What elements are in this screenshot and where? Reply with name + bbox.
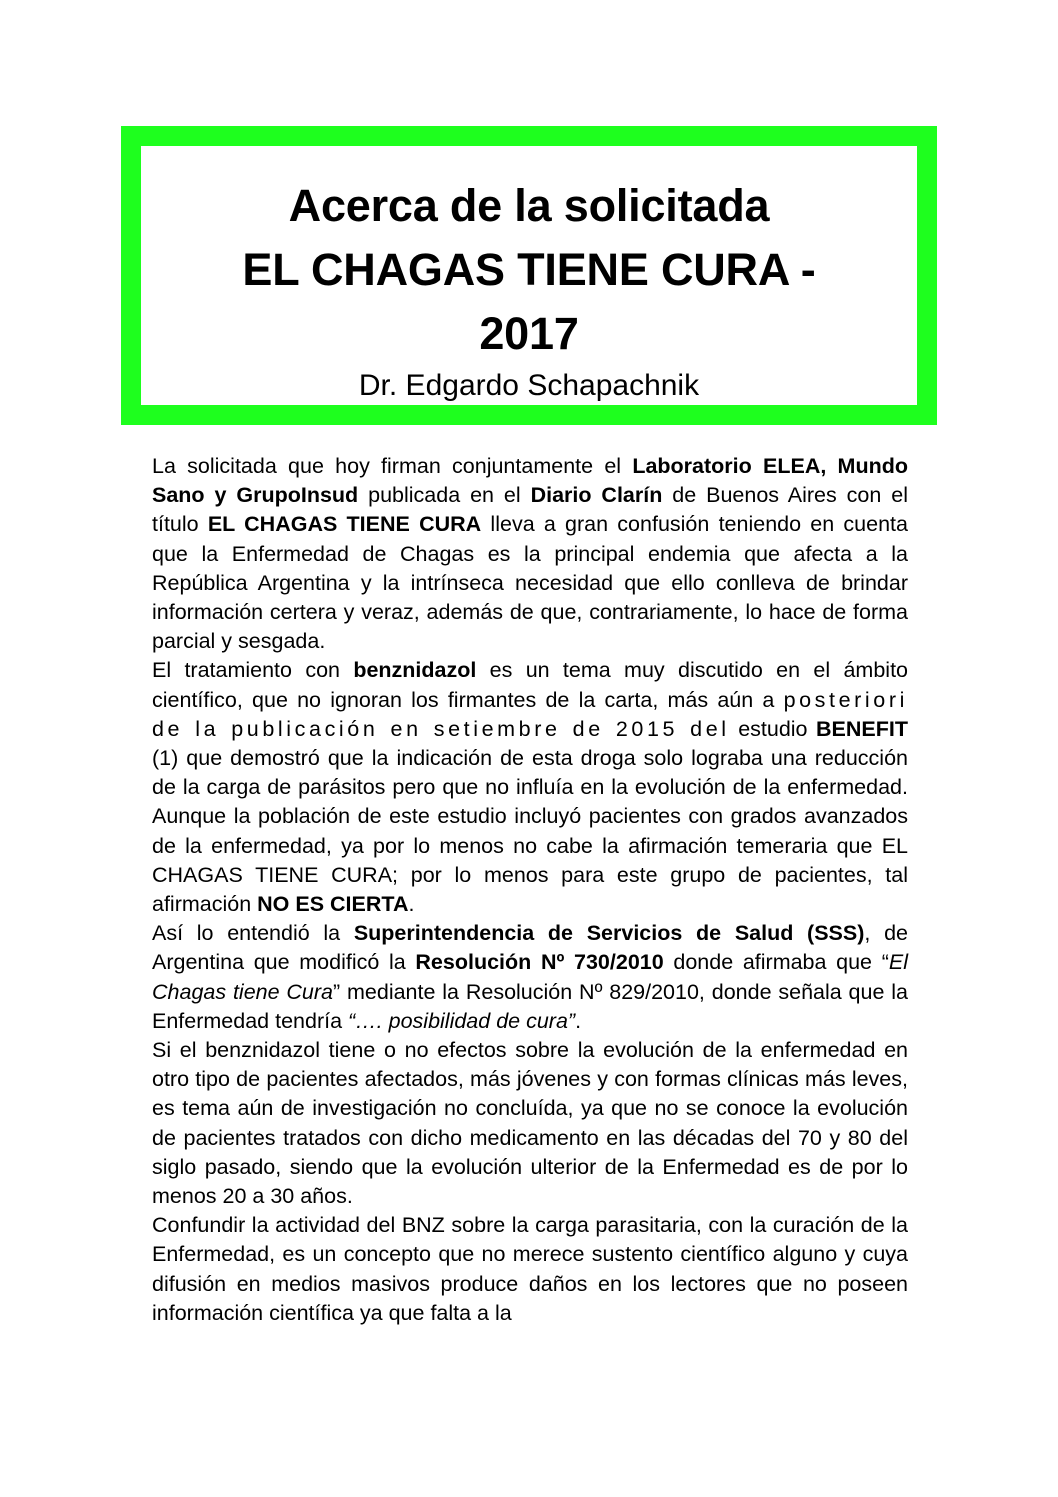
body-text-run: donde afirmaba que “	[663, 950, 889, 975]
body-text-run: El tratamiento con	[152, 658, 354, 683]
body-text-run: es un tema muy discutido en el ámbito científico, que no ignoran los firmantes de la carta, más aún a	[152, 658, 908, 712]
body-text-run: Si el benznidazol tiene o no efectos sobre la evolución de la enfermedad en otro tipo de pacientes afectados, más jóvenes y con formas clínicas más leves, es tema aún de investigación no concluída, ya que no se conoce la evolución de pacientes tratados con dicho medicamento en las décadas del 70 y 80 del siglo pasado, siendo que la evolución ulterior de la Enfermedad es de por lo menos 20 a 30 años.	[152, 1038, 908, 1209]
bold-text: NO ES CIERTA	[257, 892, 409, 917]
body-text-run: Confundir la actividad del BNZ sobre la carga parasitaria, con la curación de la Enfermedad, es un concepto que no merece sustento científico alguno y cuya difusión en medios masivos produce daños en los lectores que no poseen información científica ya que falta a la	[152, 1213, 908, 1325]
body-text-run: publicada en el	[358, 483, 531, 508]
body-text-run: lleva a gran confusión teniendo en cuenta que la Enfermedad de Chagas es la principal endemia que afecta a la República Argentina y la intrínseca necesidad que ello conlleva de brindar información certera y veraz, además de que, contrariamente, lo hace de forma parcial y sesgada.	[152, 512, 908, 654]
bold-text: Laboratorio ELEA, Mundo Sano y GrupoInsud	[152, 454, 909, 508]
paragraph-5	[152, 1211, 908, 1328]
bold-text: Resolución Nº 730/2010	[415, 950, 664, 975]
bold-text: Superintendencia de Servicios de Salud (SSS)	[353, 921, 865, 946]
body-text-run: .	[408, 892, 415, 917]
italic-text: El Chagas tiene Cura	[152, 950, 908, 1004]
body-text-run: La solicitada que hoy firman conjuntamente el	[152, 454, 633, 478]
paragraph-2	[152, 656, 908, 919]
body-text-run: ” mediante la Resolución Nº 829/2010, donde señala que la Enfermedad tendría	[152, 979, 908, 1033]
bold-text: benznidazol	[353, 658, 477, 683]
title-line-2: EL CHAGAS TIENE CURA -	[242, 244, 816, 295]
italic-text: “…. posibilidad de cura”	[348, 1008, 576, 1033]
author-name: Dr. Edgardo Schapachnik	[358, 369, 700, 402]
bold-text: BENEFIT	[816, 716, 909, 741]
body-text-run: estudio	[729, 716, 817, 741]
bold-text: Diario Clarín	[530, 483, 663, 508]
paragraph-3	[152, 919, 908, 1036]
title-frame	[121, 126, 937, 425]
paragraph-4	[152, 1036, 908, 1211]
body-text-run: de Buenos Aires con el título	[152, 483, 909, 537]
paragraph-1	[152, 452, 908, 656]
body-text-run: .	[575, 1008, 582, 1033]
article-body	[152, 452, 908, 1328]
title-line-3: 2017	[479, 308, 579, 359]
title-line-1: Acerca de la solicitada	[288, 180, 770, 231]
body-text-run: posteriori de la publicación en setiembre de 2015 del	[152, 687, 908, 741]
body-text-run: , de Argentina que modificó la	[152, 921, 908, 975]
body-text-run: (1) que demostró que la indicación de esta droga solo lograba una reducción de la carga de parásitos pero que no influía en la evolución de la enfermedad. Aunque la población de este estudio incluyó pacientes con grados avanzados de la enfermedad, ya por lo menos no cabe la afirmación temeraria que EL CHAGAS TIENE CURA; por lo menos para este grupo de pacientes, tal afirmación	[152, 746, 908, 917]
body-text-run: Así lo entendió la	[152, 921, 354, 946]
bold-text: EL CHAGAS TIENE CURA	[207, 512, 482, 537]
